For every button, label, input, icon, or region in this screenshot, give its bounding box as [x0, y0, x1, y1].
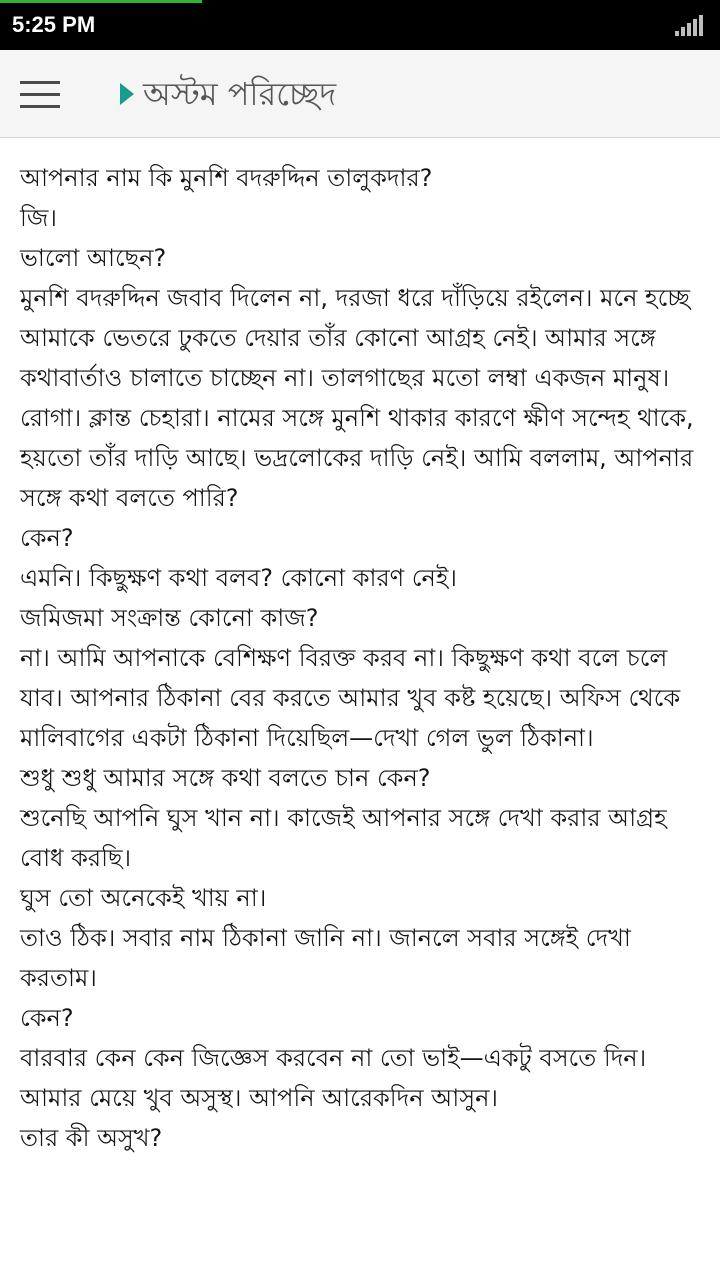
text-paragraph: শুধু শুধু আমার সঙ্গে কথা বলতে চান কেন? — [20, 764, 431, 792]
text-paragraph: কেন? — [20, 524, 74, 552]
status-time: 5:25 PM — [12, 12, 96, 37]
text-paragraph: মুনশি বদরুদ্দিন জবাব দিলেন না, দরজা ধরে দাঁড়িয়ে রইলেন। মনে হচ্ছে আমাকে ভেতরে ঢুকতে দেয়ার তাঁর কোনো আগ্রহ নেই। আমার সঙ্গে কথাবার্তাও চালাতে চাচ্ছেন না। তালগাছের মতো লম্বা একজন মানুষ। রোগা। ক্লান্ত চেহারা। নামের সঙ্গে মুনশি থাকার কারণে ক্ষীণ সন্দেহ থাকে, হয়তো তাঁর দাড়ি আছে। ভদ্রলোকের দাড়ি নেই। আমি বললাম, আপনার সঙ্গে কথা বলতে পারি? — [20, 284, 694, 512]
text-paragraph: তাও ঠিক। সবার নাম ঠিকানা জানি না। জানলে সবার সঙ্গেই দেখা করতাম। — [20, 924, 631, 992]
text-paragraph: ঘুস তো অনেকেই খায় না। — [20, 884, 267, 912]
hamburger-menu-icon[interactable] — [10, 68, 70, 120]
text-paragraph: এমনি। কিছুক্ষণ কথা বলব? কোনো কারণ নেই। — [20, 564, 457, 592]
text-paragraph: আপনার নাম কি মুনশি বদরুদ্দিন তালুকদার? — [20, 164, 433, 192]
page-load-progress — [0, 0, 202, 3]
page-title: অস্টম পরিচ্ছেদ — [143, 75, 337, 113]
text-paragraph: জমিজমা সংক্রান্ত কোনো কাজ? — [20, 604, 319, 632]
text-paragraph: জি। — [20, 204, 57, 232]
text-paragraph: কেন? — [20, 1004, 74, 1032]
signal-bars-icon — [675, 14, 707, 36]
play-arrow-icon — [120, 83, 134, 105]
text-paragraph: না। আমি আপনাকে বেশিক্ষণ বিরক্ত করব না। কিছুক্ষণ কথা বলে চলে যাব। আপনার ঠিকানা বের করতে আমার খুব কষ্ট হয়েছে। অফিস থেকে মালিবাগের একটা ঠিকানা দিয়েছিল—দেখা গেল ভুল ঠিকানা। — [20, 644, 681, 752]
text-paragraph: ভালো আছেন? — [20, 244, 167, 272]
app-bar — [0, 50, 720, 138]
text-paragraph: আমার মেয়ে খুব অসুস্থ। আপনি আরেকদিন আসুন। — [20, 1084, 498, 1112]
text-paragraph: শুনেছি আপনি ঘুস খান না। কাজেই আপনার সঙ্গে দেখা করার আগ্রহ বোধ করছি। — [20, 804, 667, 872]
text-paragraph: তার কী অসুখ? — [20, 1124, 163, 1152]
chapter-text — [20, 158, 705, 1158]
status-bar — [0, 0, 720, 50]
text-paragraph: বারবার কেন কেন জিজ্ঞেস করবেন না তো ভাই—একটু বসতে দিন। — [20, 1044, 647, 1072]
